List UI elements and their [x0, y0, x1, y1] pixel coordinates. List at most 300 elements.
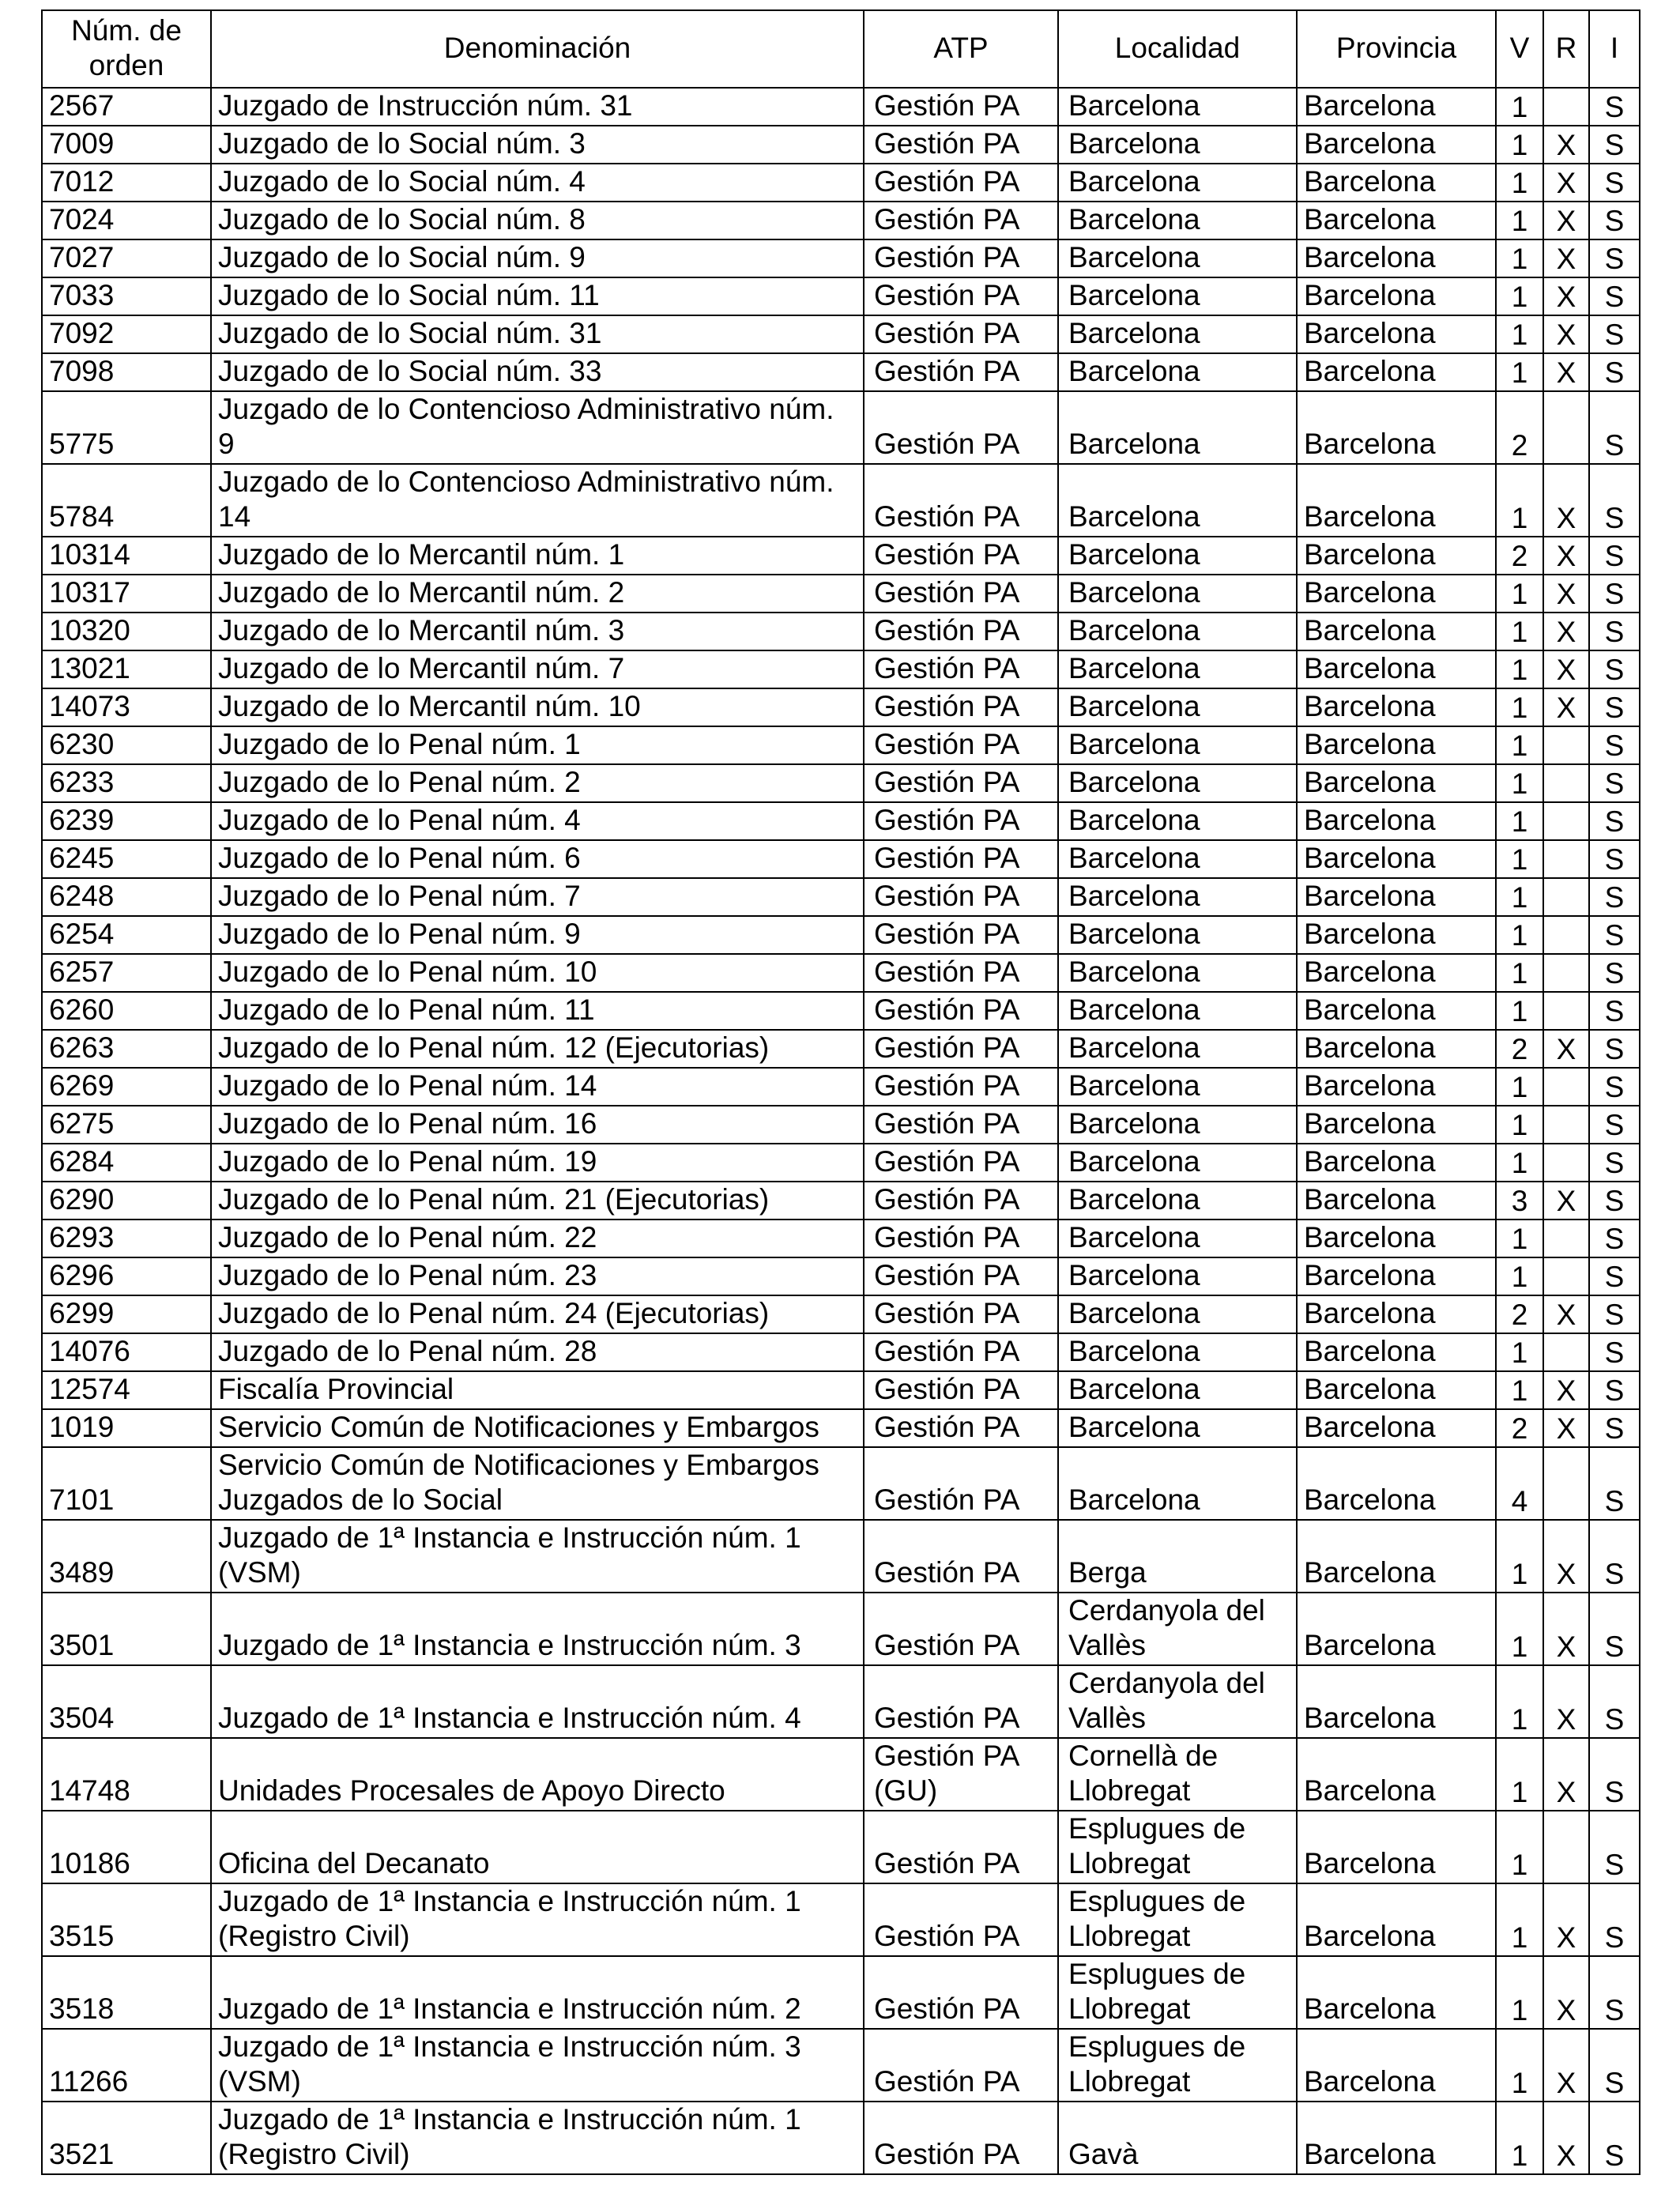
- cell-atp: Gestión PA: [864, 992, 1058, 1030]
- table-row: [42, 277, 1640, 315]
- cell-num-orden: 7101: [42, 1447, 211, 1520]
- cell-i: S: [1589, 954, 1640, 992]
- cell-atp: Gestión PA: [864, 1220, 1058, 1257]
- cell-i: S: [1589, 353, 1640, 391]
- cell-num-orden: 3504: [42, 1665, 211, 1738]
- table-row: [42, 1068, 1640, 1106]
- cell-r: X: [1543, 1883, 1589, 1956]
- cell-r: X: [1543, 1371, 1589, 1409]
- cell-r: X: [1543, 1295, 1589, 1333]
- cell-localidad: Barcelona: [1058, 1068, 1297, 1106]
- cell-localidad: Berga: [1058, 1520, 1297, 1593]
- cell-i: S: [1589, 1665, 1640, 1738]
- cell-i: S: [1589, 164, 1640, 202]
- cell-atp: Gestión PA: [864, 1883, 1058, 1956]
- cell-i: S: [1589, 464, 1640, 537]
- cell-denominacion: Juzgado de lo Penal núm. 6: [211, 840, 864, 878]
- table-row: [42, 239, 1640, 277]
- cell-r: [1543, 88, 1589, 126]
- cell-localidad: Barcelona: [1058, 1409, 1297, 1447]
- cell-num-orden: 6254: [42, 916, 211, 954]
- cell-v: 1: [1496, 954, 1543, 992]
- cell-denominacion: Juzgado de lo Penal núm. 4: [211, 802, 864, 840]
- cell-num-orden: 7009: [42, 126, 211, 164]
- cell-denominacion: Juzgado de lo Social núm. 11: [211, 277, 864, 315]
- cell-denominacion: Juzgado de lo Penal núm. 9: [211, 916, 864, 954]
- cell-v: 1: [1496, 1144, 1543, 1182]
- cell-v: 1: [1496, 650, 1543, 688]
- cell-provincia: Barcelona: [1297, 764, 1496, 802]
- cell-r: X: [1543, 688, 1589, 726]
- cell-provincia: Barcelona: [1297, 391, 1496, 464]
- cell-i: S: [1589, 802, 1640, 840]
- cell-r: [1543, 802, 1589, 840]
- cell-i: S: [1589, 613, 1640, 650]
- table-row: [42, 726, 1640, 764]
- cell-provincia: Barcelona: [1297, 537, 1496, 575]
- cell-r: [1543, 391, 1589, 464]
- cell-r: [1543, 1144, 1589, 1182]
- cell-denominacion: Juzgado de 1ª Instancia e Instrucción núm. 3: [211, 1593, 864, 1665]
- cell-v: 1: [1496, 1811, 1543, 1883]
- cell-v: 1: [1496, 88, 1543, 126]
- cell-v: 1: [1496, 1956, 1543, 2029]
- cell-denominacion: Juzgado de 1ª Instancia e Instrucción núm. 2: [211, 1956, 864, 2029]
- cell-denominacion: Juzgado de lo Penal núm. 28: [211, 1333, 864, 1371]
- cell-atp: Gestión PA: [864, 1593, 1058, 1665]
- cell-v: 2: [1496, 1409, 1543, 1447]
- cell-r: X: [1543, 353, 1589, 391]
- header-provincia: Provincia: [1297, 10, 1496, 88]
- header-i: I: [1589, 10, 1640, 88]
- cell-localidad: Barcelona: [1058, 650, 1297, 688]
- cell-atp: Gestión PA: [864, 802, 1058, 840]
- cell-provincia: Barcelona: [1297, 613, 1496, 650]
- cell-provincia: Barcelona: [1297, 464, 1496, 537]
- cell-provincia: Barcelona: [1297, 1520, 1496, 1593]
- cell-denominacion: Juzgado de lo Social núm. 33: [211, 353, 864, 391]
- cell-localidad: Barcelona: [1058, 1447, 1297, 1520]
- table-row: [42, 1883, 1640, 1956]
- cell-num-orden: 6269: [42, 1068, 211, 1106]
- cell-num-orden: 13021: [42, 650, 211, 688]
- cell-v: 1: [1496, 2029, 1543, 2102]
- table-row: [42, 315, 1640, 353]
- table-row: [42, 353, 1640, 391]
- header-atp: ATP: [864, 10, 1058, 88]
- cell-localidad: Barcelona: [1058, 992, 1297, 1030]
- cell-v: 1: [1496, 464, 1543, 537]
- cell-atp: Gestión PA: [864, 688, 1058, 726]
- cell-provincia: Barcelona: [1297, 1182, 1496, 1220]
- table-row: [42, 88, 1640, 126]
- cell-localidad: Barcelona: [1058, 726, 1297, 764]
- cell-v: 1: [1496, 840, 1543, 878]
- cell-denominacion: Juzgado de 1ª Instancia e Instrucción núm. 1 (Registro Civil): [211, 2102, 864, 2174]
- cell-denominacion: Juzgado de lo Mercantil núm. 3: [211, 613, 864, 650]
- cell-atp: Gestión PA: [864, 1520, 1058, 1593]
- cell-num-orden: 3521: [42, 2102, 211, 2174]
- cell-v: 1: [1496, 1883, 1543, 1956]
- cell-v: 1: [1496, 164, 1543, 202]
- cell-localidad: Barcelona: [1058, 1257, 1297, 1295]
- cell-num-orden: 6248: [42, 878, 211, 916]
- table-row: [42, 688, 1640, 726]
- cell-num-orden: 3515: [42, 1883, 211, 1956]
- cell-localidad: Barcelona: [1058, 878, 1297, 916]
- cell-provincia: Barcelona: [1297, 126, 1496, 164]
- cell-denominacion: Juzgado de 1ª Instancia e Instrucción núm. 1 (VSM): [211, 1520, 864, 1593]
- cell-r: [1543, 916, 1589, 954]
- cell-denominacion: Juzgado de 1ª Instancia e Instrucción núm. 4: [211, 1665, 864, 1738]
- cell-provincia: Barcelona: [1297, 1257, 1496, 1295]
- cell-denominacion: Juzgado de lo Penal núm. 10: [211, 954, 864, 992]
- table-row: [42, 1738, 1640, 1811]
- cell-localidad: Esplugues de Llobregat: [1058, 1811, 1297, 1883]
- cell-r: X: [1543, 1593, 1589, 1665]
- cell-num-orden: 7098: [42, 353, 211, 391]
- cell-v: 1: [1496, 1333, 1543, 1371]
- cell-r: X: [1543, 1182, 1589, 1220]
- cell-atp: Gestión PA: [864, 650, 1058, 688]
- cell-v: 3: [1496, 1182, 1543, 1220]
- cell-localidad: Barcelona: [1058, 202, 1297, 239]
- table-row: [42, 1447, 1640, 1520]
- table-row: [42, 1333, 1640, 1371]
- table-row: [42, 1144, 1640, 1182]
- cell-localidad: Barcelona: [1058, 954, 1297, 992]
- cell-r: X: [1543, 575, 1589, 613]
- cell-provincia: Barcelona: [1297, 353, 1496, 391]
- cell-denominacion: Juzgado de lo Penal núm. 2: [211, 764, 864, 802]
- cell-r: [1543, 1333, 1589, 1371]
- cell-denominacion: Juzgado de lo Mercantil núm. 7: [211, 650, 864, 688]
- table-row: [42, 840, 1640, 878]
- cell-atp: Gestión PA: [864, 315, 1058, 353]
- cell-provincia: Barcelona: [1297, 1956, 1496, 2029]
- cell-i: S: [1589, 1068, 1640, 1106]
- cell-v: 1: [1496, 1520, 1543, 1593]
- cell-denominacion: Oficina del Decanato: [211, 1811, 864, 1883]
- cell-provincia: Barcelona: [1297, 1371, 1496, 1409]
- cell-provincia: Barcelona: [1297, 1106, 1496, 1144]
- cell-i: S: [1589, 650, 1640, 688]
- cell-r: [1543, 1068, 1589, 1106]
- cell-localidad: Barcelona: [1058, 126, 1297, 164]
- table-row: [42, 802, 1640, 840]
- cell-r: X: [1543, 650, 1589, 688]
- table-row: [42, 575, 1640, 613]
- table-row: [42, 1295, 1640, 1333]
- cell-provincia: Barcelona: [1297, 688, 1496, 726]
- cell-v: 2: [1496, 391, 1543, 464]
- table-row: [42, 2029, 1640, 2102]
- cell-provincia: Barcelona: [1297, 164, 1496, 202]
- cell-localidad: Gavà: [1058, 2102, 1297, 2174]
- cell-num-orden: 7092: [42, 315, 211, 353]
- cell-v: 1: [1496, 239, 1543, 277]
- cell-v: 2: [1496, 1295, 1543, 1333]
- cell-localidad: Cornellà de Llobregat: [1058, 1738, 1297, 1811]
- cell-v: 1: [1496, 1593, 1543, 1665]
- cell-num-orden: 6296: [42, 1257, 211, 1295]
- table-row: [42, 202, 1640, 239]
- cell-atp: Gestión PA: [864, 464, 1058, 537]
- cell-provincia: Barcelona: [1297, 802, 1496, 840]
- cell-denominacion: Juzgado de lo Social núm. 8: [211, 202, 864, 239]
- cell-i: S: [1589, 992, 1640, 1030]
- cell-localidad: Barcelona: [1058, 1333, 1297, 1371]
- cell-r: [1543, 840, 1589, 878]
- cell-provincia: Barcelona: [1297, 315, 1496, 353]
- cell-num-orden: 11266: [42, 2029, 211, 2102]
- cell-atp: Gestión PA: [864, 2029, 1058, 2102]
- cell-num-orden: 5784: [42, 464, 211, 537]
- cell-denominacion: Juzgado de lo Penal núm. 19: [211, 1144, 864, 1182]
- cell-provincia: Barcelona: [1297, 277, 1496, 315]
- cell-r: [1543, 954, 1589, 992]
- cell-denominacion: Juzgado de lo Penal núm. 11: [211, 992, 864, 1030]
- cell-provincia: Barcelona: [1297, 650, 1496, 688]
- cell-localidad: Barcelona: [1058, 239, 1297, 277]
- cell-num-orden: 14073: [42, 688, 211, 726]
- cell-r: X: [1543, 315, 1589, 353]
- cell-provincia: Barcelona: [1297, 726, 1496, 764]
- cell-localidad: Esplugues de Llobregat: [1058, 1956, 1297, 2029]
- cell-i: S: [1589, 688, 1640, 726]
- cell-v: 1: [1496, 802, 1543, 840]
- cell-v: 1: [1496, 1106, 1543, 1144]
- cell-num-orden: 7024: [42, 202, 211, 239]
- cell-atp: Gestión PA: [864, 878, 1058, 916]
- cell-num-orden: 6239: [42, 802, 211, 840]
- cell-localidad: Barcelona: [1058, 464, 1297, 537]
- cell-denominacion: Fiscalía Provincial: [211, 1371, 864, 1409]
- cell-localidad: Barcelona: [1058, 575, 1297, 613]
- cell-atp: Gestión PA: [864, 1409, 1058, 1447]
- header-r: R: [1543, 10, 1589, 88]
- cell-provincia: Barcelona: [1297, 1811, 1496, 1883]
- cell-atp: Gestión PA: [864, 954, 1058, 992]
- cell-i: S: [1589, 1144, 1640, 1182]
- table-header-row: [42, 10, 1640, 88]
- cell-v: 1: [1496, 2102, 1543, 2174]
- cell-v: 1: [1496, 1738, 1543, 1811]
- cell-localidad: Barcelona: [1058, 1106, 1297, 1144]
- header-denominacion: Denominación: [211, 10, 864, 88]
- cell-r: X: [1543, 1409, 1589, 1447]
- cell-v: 1: [1496, 992, 1543, 1030]
- cell-v: 1: [1496, 726, 1543, 764]
- cell-r: X: [1543, 1665, 1589, 1738]
- cell-num-orden: 2567: [42, 88, 211, 126]
- cell-localidad: Cerdanyola del Vallès: [1058, 1593, 1297, 1665]
- cell-provincia: Barcelona: [1297, 1409, 1496, 1447]
- cell-provincia: Barcelona: [1297, 1333, 1496, 1371]
- cell-r: X: [1543, 2102, 1589, 2174]
- table-row: [42, 1182, 1640, 1220]
- cell-v: 1: [1496, 688, 1543, 726]
- cell-localidad: Barcelona: [1058, 88, 1297, 126]
- cell-v: 1: [1496, 878, 1543, 916]
- cell-provincia: Barcelona: [1297, 954, 1496, 992]
- cell-denominacion: Servicio Común de Notificaciones y Embargos Juzgados de lo Social: [211, 1447, 864, 1520]
- cell-localidad: Esplugues de Llobregat: [1058, 1883, 1297, 1956]
- table-row: [42, 954, 1640, 992]
- table-row: [42, 916, 1640, 954]
- cell-denominacion: Juzgado de Instrucción núm. 31: [211, 88, 864, 126]
- cell-denominacion: Juzgado de lo Mercantil núm. 1: [211, 537, 864, 575]
- cell-i: S: [1589, 1520, 1640, 1593]
- cell-v: 1: [1496, 202, 1543, 239]
- cell-denominacion: Juzgado de lo Mercantil núm. 2: [211, 575, 864, 613]
- cell-provincia: Barcelona: [1297, 2102, 1496, 2174]
- cell-num-orden: 6260: [42, 992, 211, 1030]
- cell-atp: Gestión PA: [864, 126, 1058, 164]
- cell-i: S: [1589, 1956, 1640, 2029]
- cell-atp: Gestión PA: [864, 1371, 1058, 1409]
- cell-denominacion: Juzgado de lo Social núm. 9: [211, 239, 864, 277]
- cell-i: S: [1589, 1409, 1640, 1447]
- table-body: [42, 88, 1640, 2174]
- cell-v: 4: [1496, 1447, 1543, 1520]
- table-row: [42, 164, 1640, 202]
- cell-atp: Gestión PA: [864, 575, 1058, 613]
- cell-num-orden: 6284: [42, 1144, 211, 1182]
- cell-denominacion: Juzgado de lo Penal núm. 14: [211, 1068, 864, 1106]
- cell-provincia: Barcelona: [1297, 88, 1496, 126]
- cell-localidad: Barcelona: [1058, 802, 1297, 840]
- cell-atp: Gestión PA: [864, 2102, 1058, 2174]
- cell-num-orden: 6275: [42, 1106, 211, 1144]
- cell-v: 1: [1496, 613, 1543, 650]
- cell-r: X: [1543, 164, 1589, 202]
- cell-i: S: [1589, 726, 1640, 764]
- cell-i: S: [1589, 1811, 1640, 1883]
- cell-atp: Gestión PA (GU): [864, 1738, 1058, 1811]
- cell-denominacion: Juzgado de lo Social núm. 3: [211, 126, 864, 164]
- cell-localidad: Esplugues de Llobregat: [1058, 2029, 1297, 2102]
- cell-num-orden: 6230: [42, 726, 211, 764]
- header-localidad: Localidad: [1058, 10, 1297, 88]
- table-row: [42, 2102, 1640, 2174]
- cell-v: 1: [1496, 1665, 1543, 1738]
- table-row: [42, 1409, 1640, 1447]
- cell-r: [1543, 878, 1589, 916]
- cell-v: 1: [1496, 575, 1543, 613]
- cell-provincia: Barcelona: [1297, 1030, 1496, 1068]
- cell-i: S: [1589, 840, 1640, 878]
- cell-provincia: Barcelona: [1297, 1220, 1496, 1257]
- cell-localidad: Barcelona: [1058, 1030, 1297, 1068]
- cell-provincia: Barcelona: [1297, 2029, 1496, 2102]
- cell-atp: Gestión PA: [864, 1956, 1058, 2029]
- cell-v: 1: [1496, 916, 1543, 954]
- cell-i: S: [1589, 2029, 1640, 2102]
- table-row: [42, 764, 1640, 802]
- cell-localidad: Barcelona: [1058, 613, 1297, 650]
- cell-atp: Gestión PA: [864, 164, 1058, 202]
- table-row: [42, 1106, 1640, 1144]
- cell-localidad: Barcelona: [1058, 315, 1297, 353]
- cell-i: S: [1589, 1333, 1640, 1371]
- cell-num-orden: 6257: [42, 954, 211, 992]
- cell-denominacion: Juzgado de lo Social núm. 4: [211, 164, 864, 202]
- cell-i: S: [1589, 1106, 1640, 1144]
- cell-atp: Gestión PA: [864, 1144, 1058, 1182]
- table-row: [42, 1811, 1640, 1883]
- cell-atp: Gestión PA: [864, 1030, 1058, 1068]
- cell-atp: Gestión PA: [864, 1295, 1058, 1333]
- cell-atp: Gestión PA: [864, 916, 1058, 954]
- cell-i: S: [1589, 1447, 1640, 1520]
- cell-v: 1: [1496, 126, 1543, 164]
- cell-atp: Gestión PA: [864, 537, 1058, 575]
- cell-r: [1543, 1447, 1589, 1520]
- cell-localidad: Barcelona: [1058, 164, 1297, 202]
- cell-provincia: Barcelona: [1297, 202, 1496, 239]
- cell-provincia: Barcelona: [1297, 1883, 1496, 1956]
- cell-denominacion: Juzgado de lo Mercantil núm. 10: [211, 688, 864, 726]
- cell-num-orden: 14076: [42, 1333, 211, 1371]
- cell-denominacion: Juzgado de 1ª Instancia e Instrucción núm. 3 (VSM): [211, 2029, 864, 2102]
- cell-i: S: [1589, 1883, 1640, 1956]
- cell-i: S: [1589, 764, 1640, 802]
- cell-localidad: Barcelona: [1058, 916, 1297, 954]
- table-row: [42, 1257, 1640, 1295]
- cell-num-orden: 6290: [42, 1182, 211, 1220]
- cell-localidad: Barcelona: [1058, 1182, 1297, 1220]
- cell-localidad: Barcelona: [1058, 764, 1297, 802]
- cell-i: S: [1589, 391, 1640, 464]
- cell-localidad: Barcelona: [1058, 391, 1297, 464]
- cell-i: S: [1589, 277, 1640, 315]
- cell-num-orden: 12574: [42, 1371, 211, 1409]
- cell-v: 1: [1496, 1220, 1543, 1257]
- cell-v: 1: [1496, 277, 1543, 315]
- cell-atp: Gestión PA: [864, 840, 1058, 878]
- cell-localidad: Barcelona: [1058, 277, 1297, 315]
- cell-num-orden: 10314: [42, 537, 211, 575]
- cell-num-orden: 10320: [42, 613, 211, 650]
- cell-localidad: Cerdanyola del Vallès: [1058, 1665, 1297, 1738]
- cell-provincia: Barcelona: [1297, 878, 1496, 916]
- cell-provincia: Barcelona: [1297, 992, 1496, 1030]
- cell-atp: Gestión PA: [864, 764, 1058, 802]
- cell-atp: Gestión PA: [864, 1811, 1058, 1883]
- cell-i: S: [1589, 315, 1640, 353]
- cell-i: S: [1589, 1738, 1640, 1811]
- cell-num-orden: 6293: [42, 1220, 211, 1257]
- cell-atp: Gestión PA: [864, 1447, 1058, 1520]
- cell-num-orden: 3518: [42, 1956, 211, 2029]
- cell-denominacion: Juzgado de lo Contencioso Administrativo núm. 9: [211, 391, 864, 464]
- cell-i: S: [1589, 1593, 1640, 1665]
- cell-r: X: [1543, 2029, 1589, 2102]
- cell-num-orden: 3489: [42, 1520, 211, 1593]
- header-num-orden: Núm. de orden: [42, 10, 211, 88]
- cell-num-orden: 6263: [42, 1030, 211, 1068]
- cell-num-orden: 10317: [42, 575, 211, 613]
- cell-provincia: Barcelona: [1297, 1068, 1496, 1106]
- cell-num-orden: 6299: [42, 1295, 211, 1333]
- cell-denominacion: Juzgado de lo Contencioso Administrativo núm. 14: [211, 464, 864, 537]
- table-row: [42, 650, 1640, 688]
- cell-denominacion: Juzgado de lo Penal núm. 24 (Ejecutorias): [211, 1295, 864, 1333]
- cell-num-orden: 7012: [42, 164, 211, 202]
- cell-r: [1543, 764, 1589, 802]
- courts-table: [41, 9, 1640, 2175]
